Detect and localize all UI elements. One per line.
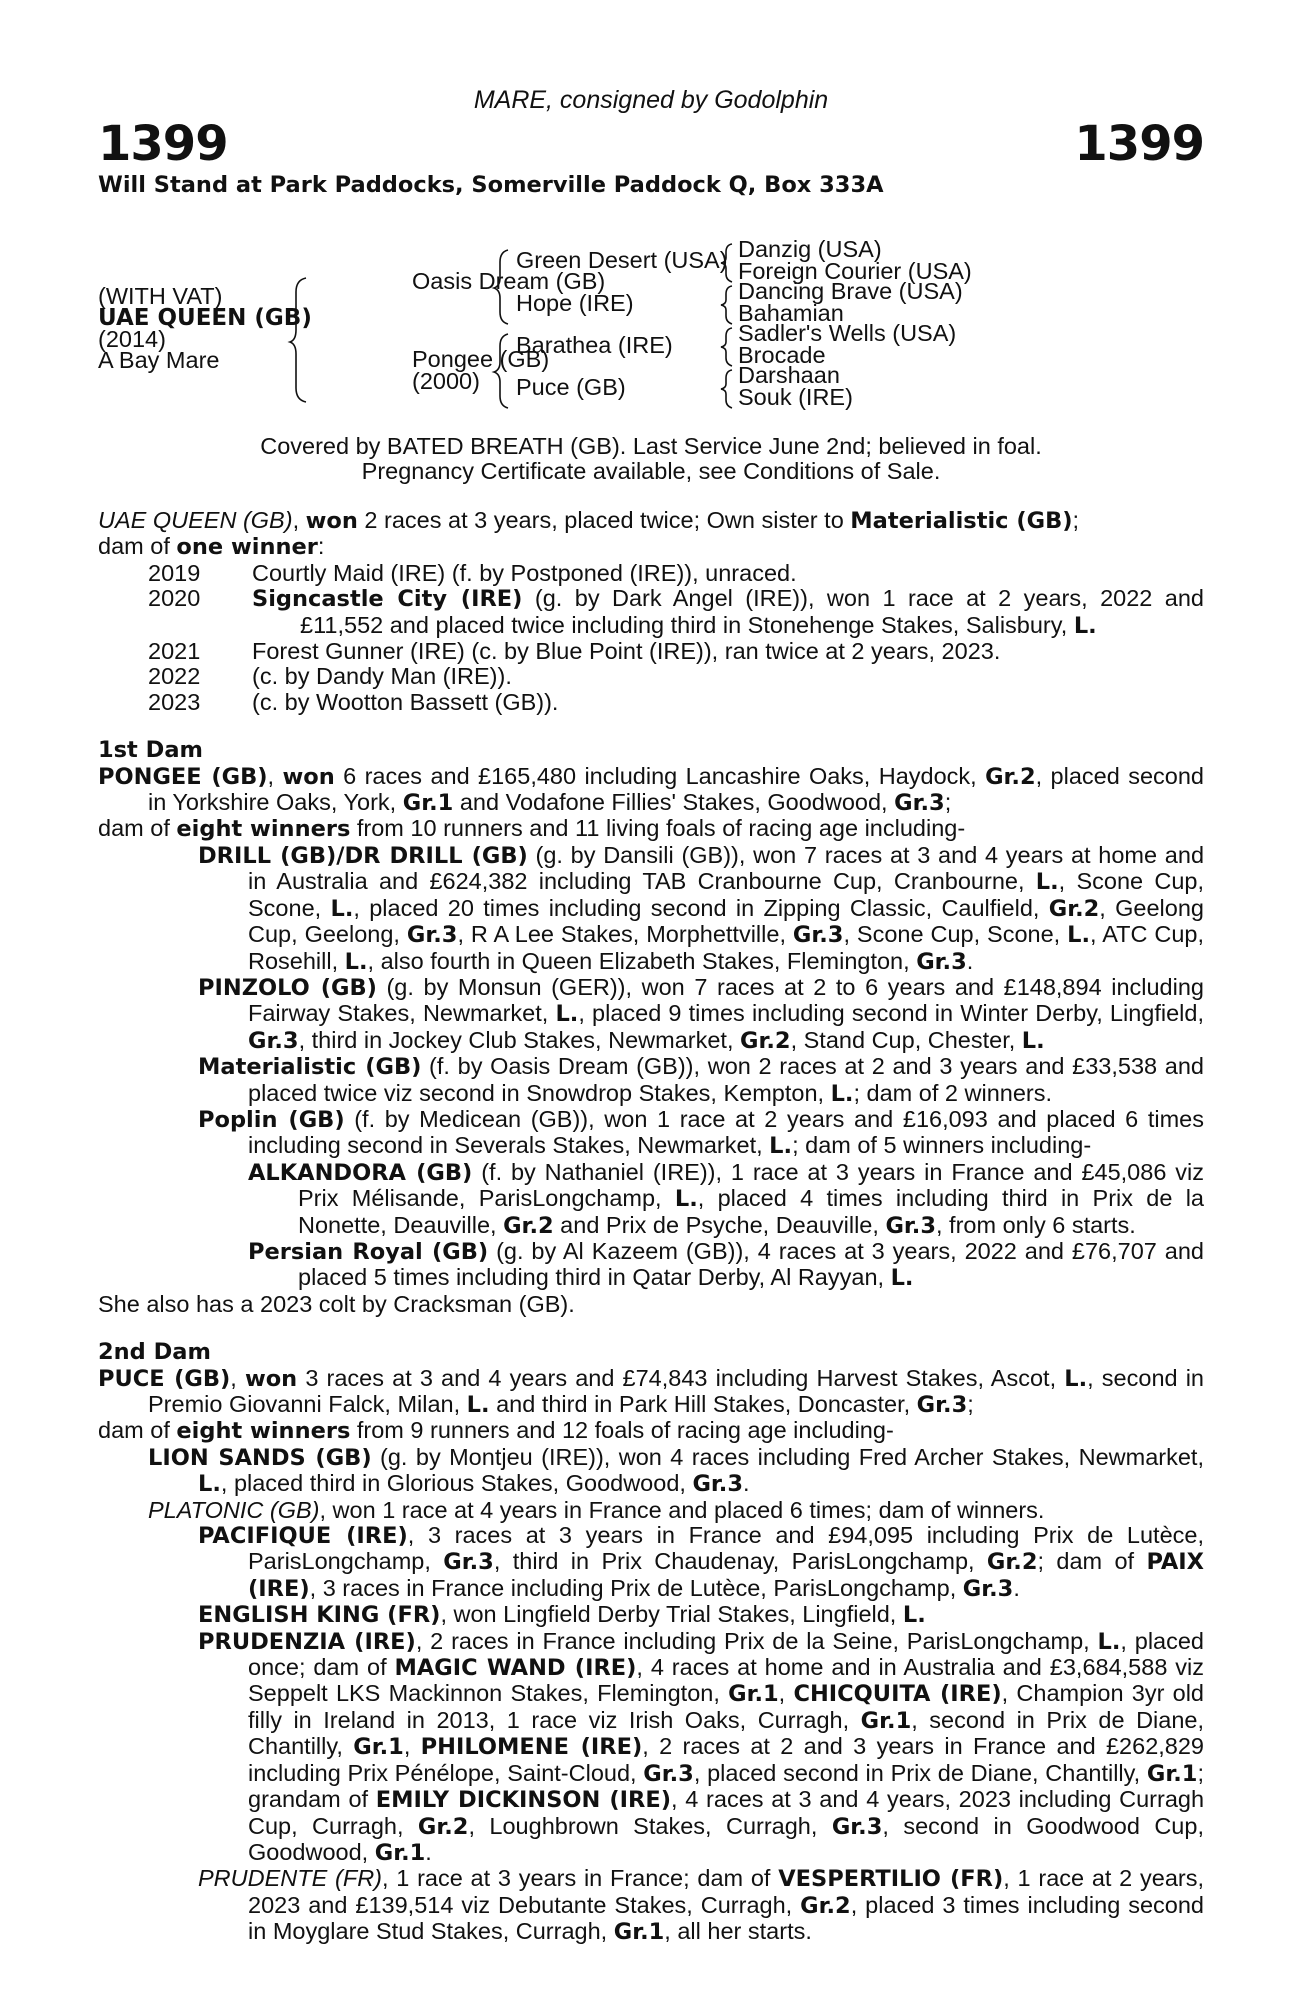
horse-name: PUCE (GB) [98,1365,231,1392]
progeny-entry [98,843,1204,975]
horse-name: PINZOLO (GB) [198,974,377,1001]
text: (g. by Al Kazeem (GB)), 4 races at 3 years, 2022 and £76,707 and placed 5 times including third in Qatar Derby, Al Rayyan, [298,1237,1204,1291]
text: , [403,1733,421,1760]
race-grade: Gr.3 [248,1027,299,1054]
produce-year: 2019 [148,559,201,586]
horse-name: Poplin (GB) [198,1106,345,1133]
horse-name: ENGLISH KING (FR) [198,1602,441,1629]
text: 3 races at 3 and 4 years and £74,843 including Harvest Stakes, Ascot, [297,1364,1065,1391]
text: , Champion 3yr old filly in Ireland in 2013, 1 race viz Irish Oaks, Curragh, [248,1680,1205,1733]
produce-row [98,586,1204,639]
horse-name: LION SANDS (GB) [148,1444,372,1471]
produce-text: Forest Gunner (IRE) (c. by Blue Point (IRE)), ran twice at 2 years, 2023. [252,638,1001,665]
stand-location: Will Stand at Park Paddocks, Somerville Paddock Q, Box 333A [98,172,884,198]
text: and Prix de Psyche, Deauville, [553,1211,886,1238]
mare-record [98,508,1204,534]
also-has-note: She also has a 2023 colt by Cracksman (GB). [98,1290,575,1317]
progeny-entry [98,975,1204,1054]
dam-sire-sire: Sadler's Wells (USA) [738,320,957,346]
text: , 2 races at 2 and 3 years in France and £262,829 including Prix Pénélope, Saint-Cloud, [248,1733,1205,1786]
race-grade: L. [1035,869,1059,896]
text: , 3 races in France including Prix de Lutèce, ParisLongchamp, [309,1574,963,1601]
text: , Loughbrown Stakes, Curragh, [468,1812,832,1839]
first-dam-record [98,764,1204,817]
horse-name: Materialistic (GB) [198,1054,422,1081]
record-text: : [317,533,325,560]
race-grade: Gr.1 [374,1839,426,1866]
sire-dam-sire: Dancing Brave (USA) [738,278,963,304]
lot-number-left: 1399 [98,116,228,172]
produce-year: 2020 [148,585,201,612]
produce-row [98,639,1204,664]
winners-count: eight winners [176,816,351,843]
produce-year: 2021 [148,638,201,665]
text: , placed second in Prix de Diane, Chantilly, [693,1759,1147,1786]
horse-name: CHICQUITA (IRE) [793,1681,1002,1708]
text: , [230,1364,245,1391]
dam-of-line [98,534,1204,560]
progeny-entry [98,1054,1204,1107]
sep: , [292,507,306,533]
text: (g. by Montjeu (IRE)), won 4 races including Fred Archer Stakes, Newmarket, [371,1443,1204,1470]
race-grade: L. [330,895,354,922]
horse-name: UAE QUEEN (GB) [98,305,312,331]
first-dam-produce-summary [98,816,1204,842]
text: (f. by Oasis Dream (GB)), won 2 races at 2 and 3 years and £33,538 and placed twice viz second in Snowdrop Stakes, Kempton, [248,1053,1204,1106]
won-label: won [244,1365,298,1392]
progeny-entry [98,1523,1204,1602]
text: , 4 races at home and in Australia and £3,684,588 viz Seppelt LKS Mackinnon Stakes, Flemington, [248,1654,1205,1707]
one-winner-label: one winner [176,534,318,561]
text: , second in Prix de Diane, Chantilly, [248,1706,1204,1760]
produce-year: 2023 [148,688,201,715]
text: and Vodafone Fillies' Stakes, Goodwood, [453,789,895,816]
race-grade: Gr.3 [831,1813,883,1840]
sire: Oasis Dream (GB) [412,268,606,294]
sister-name: Materialistic (GB) [850,508,1073,534]
text: , ATC Cup, Rosehill, [248,921,1205,974]
text: ; dam of [1037,1548,1147,1575]
progeny-entry [98,1239,1204,1292]
text: , won Lingfield Derby Trial Stakes, Lingfield, [440,1601,903,1628]
progeny-entry [98,1498,1204,1523]
text: ; dam of 5 winners including- [792,1132,1092,1159]
race-grade: Gr.1 [613,1919,665,1946]
text: , second in Premio Giovanni Falck, Milan, [148,1364,1204,1417]
horse-name: PRUDENTE (FR) [198,1865,382,1892]
race-grade: Gr.2 [985,763,1036,790]
text: dam of [98,815,177,842]
text: . [1013,1574,1020,1601]
consignor-line: MARE, consigned by Godolphin [473,86,829,114]
covering-note [98,434,1204,484]
text: ; dam of 2 winners. [853,1079,1053,1106]
race-grade: Gr.3 [406,922,458,949]
race-grade: Gr.1 [402,790,454,817]
race-grade: Gr.1 [728,1681,779,1708]
text: , R A Lee Stakes, Morphettville, [457,921,793,948]
text: . [966,947,974,974]
race-grade: Gr.3 [916,948,967,975]
covered-line-2: Pregnancy Certificate available, see Conditions of Sale. [361,458,941,484]
progeny-entry [98,1602,1204,1628]
progeny-entry [98,1160,1204,1239]
produce-text: (c. by Dandy Man (IRE)). [252,663,512,690]
race-grade: Gr.3 [692,1471,744,1498]
text: , from only 6 starts. [936,1211,1136,1238]
catalogue-body [98,508,1204,1946]
race-grade: L. [1073,612,1097,639]
dam: Pongee (GB) [412,346,550,372]
produce-name: Signcastle City (IRE) [252,586,523,613]
dam-dam-dam: Souk (IRE) [738,384,853,410]
text: , third in Prix Chaudenay, ParisLongchamp, [493,1548,987,1575]
horse-year: (2014) [98,326,166,352]
horse-name: EMILY DICKINSON (IRE) [375,1787,672,1814]
race-grade: Gr.2 [986,1549,1038,1576]
won-label: won [282,763,335,790]
dam-sire: Barathea (IRE) [516,332,673,358]
dam-dam: Puce (GB) [516,374,626,400]
lot-number-right: 1399 [1074,116,1204,172]
race-grade: Gr.3 [792,922,844,949]
sire-sire: Green Desert (USA) [516,247,728,273]
text: (f. by Nathaniel (IRE)), 1 race at 3 years in France and £45,086 viz Prix Mélisande, ParisLongchamp, [298,1158,1204,1212]
race-grade: L. [555,1001,579,1028]
covered-line-1: Covered by BATED BREATH (GB). Last Service June 2nd; believed in foal. [260,433,1042,459]
race-grade: L. [902,1602,926,1629]
progeny-entry [98,1629,1204,1867]
race-grade: L. [198,1471,221,1498]
text: ; [944,789,952,816]
text: , all her starts. [664,1918,812,1945]
text: , [778,1680,794,1707]
text: , 1 race at 2 years, 2023 and £139,514 viz Debutante Stakes, Curragh, [248,1865,1204,1918]
text: , placed second in Yorkshire Oaks, York, [148,762,1204,816]
sire-sire-dam: Foreign Courier (USA) [738,258,972,284]
race-grade: Gr.1 [1146,1760,1198,1787]
race-grade: Gr.2 [740,1027,791,1054]
text: , 3 races at 3 years in France and £94,095 including Prix de Lutèce, ParisLongchamp, [248,1522,1205,1575]
race-grade: Gr.2 [1048,895,1100,922]
text: 6 races and £165,480 including Lancashire Oaks, Haydock, [334,762,986,789]
winners-count: eight winners [176,1418,351,1445]
record-text: ; [1072,507,1080,533]
text: (g. by Monsun (GER)), won 7 races at 2 to 6 years and £148,894 including Fairway Stakes, Newmarket, [248,973,1204,1027]
record-text: 2 races at 3 years, placed twice; Own sister to [357,507,851,533]
text: (f. by Medicean (GB)), won 1 race at 2 years and £16,093 and placed 6 times including second in Severals Stakes, Newmarket, [248,1105,1204,1159]
horse-name: ALKANDORA (GB) [248,1159,473,1186]
text: , Geelong Cup, Geelong, [248,894,1204,948]
text: , third in Jockey Club Stakes, Newmarket, [298,1026,741,1053]
horse-name: PONGEE (GB) [98,763,268,790]
horse-name: PACIFIQUE (IRE) [198,1523,408,1550]
progeny-entry [98,1866,1204,1945]
horse-name: Persian Royal (GB) [248,1238,489,1265]
first-dam-heading: 1st Dam [98,737,203,764]
produce-row [98,561,1204,586]
race-grade: Gr.2 [503,1212,554,1239]
second-dam-produce-summary [98,1418,1204,1444]
text: , second in Goodwood Cup, Goodwood, [248,1812,1204,1865]
horse-name: PLATONIC (GB) [148,1496,320,1523]
produce-row [98,664,1204,689]
dam-year: (2000) [412,368,480,394]
sire-dam: Hope (IRE) [516,290,634,316]
text: , also fourth in Queen Elizabeth Stakes, Flemington, [367,947,917,974]
text: . [743,1470,750,1497]
race-grade: L. [890,1265,914,1292]
produce-text: (c. by Wootton Bassett (GB)). [252,688,559,715]
text: . [425,1838,432,1865]
race-grade: Gr.3 [962,1575,1014,1602]
won-label: won [305,508,358,534]
text: , placed once; dam of [248,1627,1205,1681]
race-grade: Gr.3 [885,1212,936,1239]
horse-name: MAGIC WAND (IRE) [394,1655,637,1682]
text: and third in Park Hill Stakes, Doncaster, [489,1391,917,1417]
horse-description: A Bay Mare [98,347,220,373]
horse-name: PAIX (IRE) [248,1549,1204,1602]
text: , placed 4 times including third in Prix de la Nonette, Deauville, [298,1185,1204,1238]
race-grade: Gr.1 [860,1707,912,1734]
sire-sire-sire: Danzig (USA) [738,236,882,262]
produce-year: 2022 [148,663,201,690]
produce-text: Courtly Maid (IRE) (f. by Postponed (IRE)), unraced. [252,559,797,586]
vat-note: (WITH VAT) [98,283,223,309]
horse-name: PRUDENZIA (IRE) [198,1628,416,1655]
text: , won 1 race at 4 years in France and placed 6 times; dam of winners. [319,1496,1045,1523]
race-grade: Gr.3 [894,790,945,817]
text: ; [967,1391,974,1417]
text: , placed 20 times including second in Zipping Classic, Caulfield, [353,894,1049,921]
dam-sire-dam: Brocade [738,342,826,368]
text: from 10 runners and 11 living foals of racing age including- [350,815,966,842]
second-dam-heading: 2nd Dam [98,1339,211,1366]
race-grade: L. [466,1392,490,1418]
race-grade: L. [1021,1027,1045,1054]
race-grade: L. [830,1080,854,1107]
text: , placed third in Glorious Stakes, Goodwood, [220,1470,693,1497]
horse-name: DRILL (GB)/DR DRILL (GB) [198,842,528,869]
race-grade: L. [1097,1628,1121,1655]
text: ; grandam of [248,1759,1204,1813]
text: from 9 runners and 12 foals of racing age including- [350,1417,894,1444]
produce-row [98,690,1204,715]
text: , placed 3 times including second in Moyglare Stud Stakes, Curragh, [248,1891,1204,1945]
sire-dam-dam: Bahamian [738,300,844,326]
second-dam-record [98,1366,1204,1419]
race-grade: Gr.2 [417,1813,469,1840]
text: , Scone Cup, Scone, [248,868,1204,921]
race-grade: L. [769,1133,793,1160]
text: dam of [98,1417,177,1444]
produce-text: (g. by Dark Angel (IRE)), won 1 race at 2 years, 2022 and £11,552 and placed twice including third in Stonehenge Stakes, Salisbury, [300,585,1204,638]
horse-name: PHILOMENE (IRE) [420,1734,643,1761]
text: (g. by Dansili (GB)), won 7 races at 3 and 4 years at home and in Australia and £624,382 including TAB Cranbourne Cup, Cranbourne, [248,841,1205,895]
dam-dam-sire: Darshaan [738,362,840,388]
race-grade: L. [1064,1365,1088,1392]
progeny-entry [98,1445,1204,1498]
horse-name: VESPERTILIO (FR) [778,1866,1004,1893]
text: , Scone Cup, Scone, [843,921,1068,948]
race-grade: L. [674,1186,698,1213]
race-grade: Gr.2 [800,1892,851,1919]
race-grade: Gr.3 [443,1549,494,1576]
record-text: dam of [98,533,177,560]
race-grade: L. [1067,922,1091,949]
text: , 2 races in France including Prix de la Seine, ParisLongchamp, [415,1627,1098,1654]
race-grade: Gr.3 [643,1760,694,1787]
text: , [267,762,283,789]
race-grade: Gr.3 [916,1392,968,1418]
text: , placed 9 times including second in Winter Derby, Lingfield, [578,1000,1204,1027]
mare-name: UAE QUEEN (GB) [98,507,293,533]
race-grade: Gr.1 [353,1734,404,1761]
race-grade: L. [344,948,368,975]
text: , 4 races at 3 and 4 years, 2023 including Curragh Cup, Curragh, [248,1786,1205,1839]
progeny-entry [98,1107,1204,1160]
text: , Stand Cup, Chester, [790,1026,1022,1053]
text: , 1 race at 3 years in France; dam of [382,1865,779,1892]
